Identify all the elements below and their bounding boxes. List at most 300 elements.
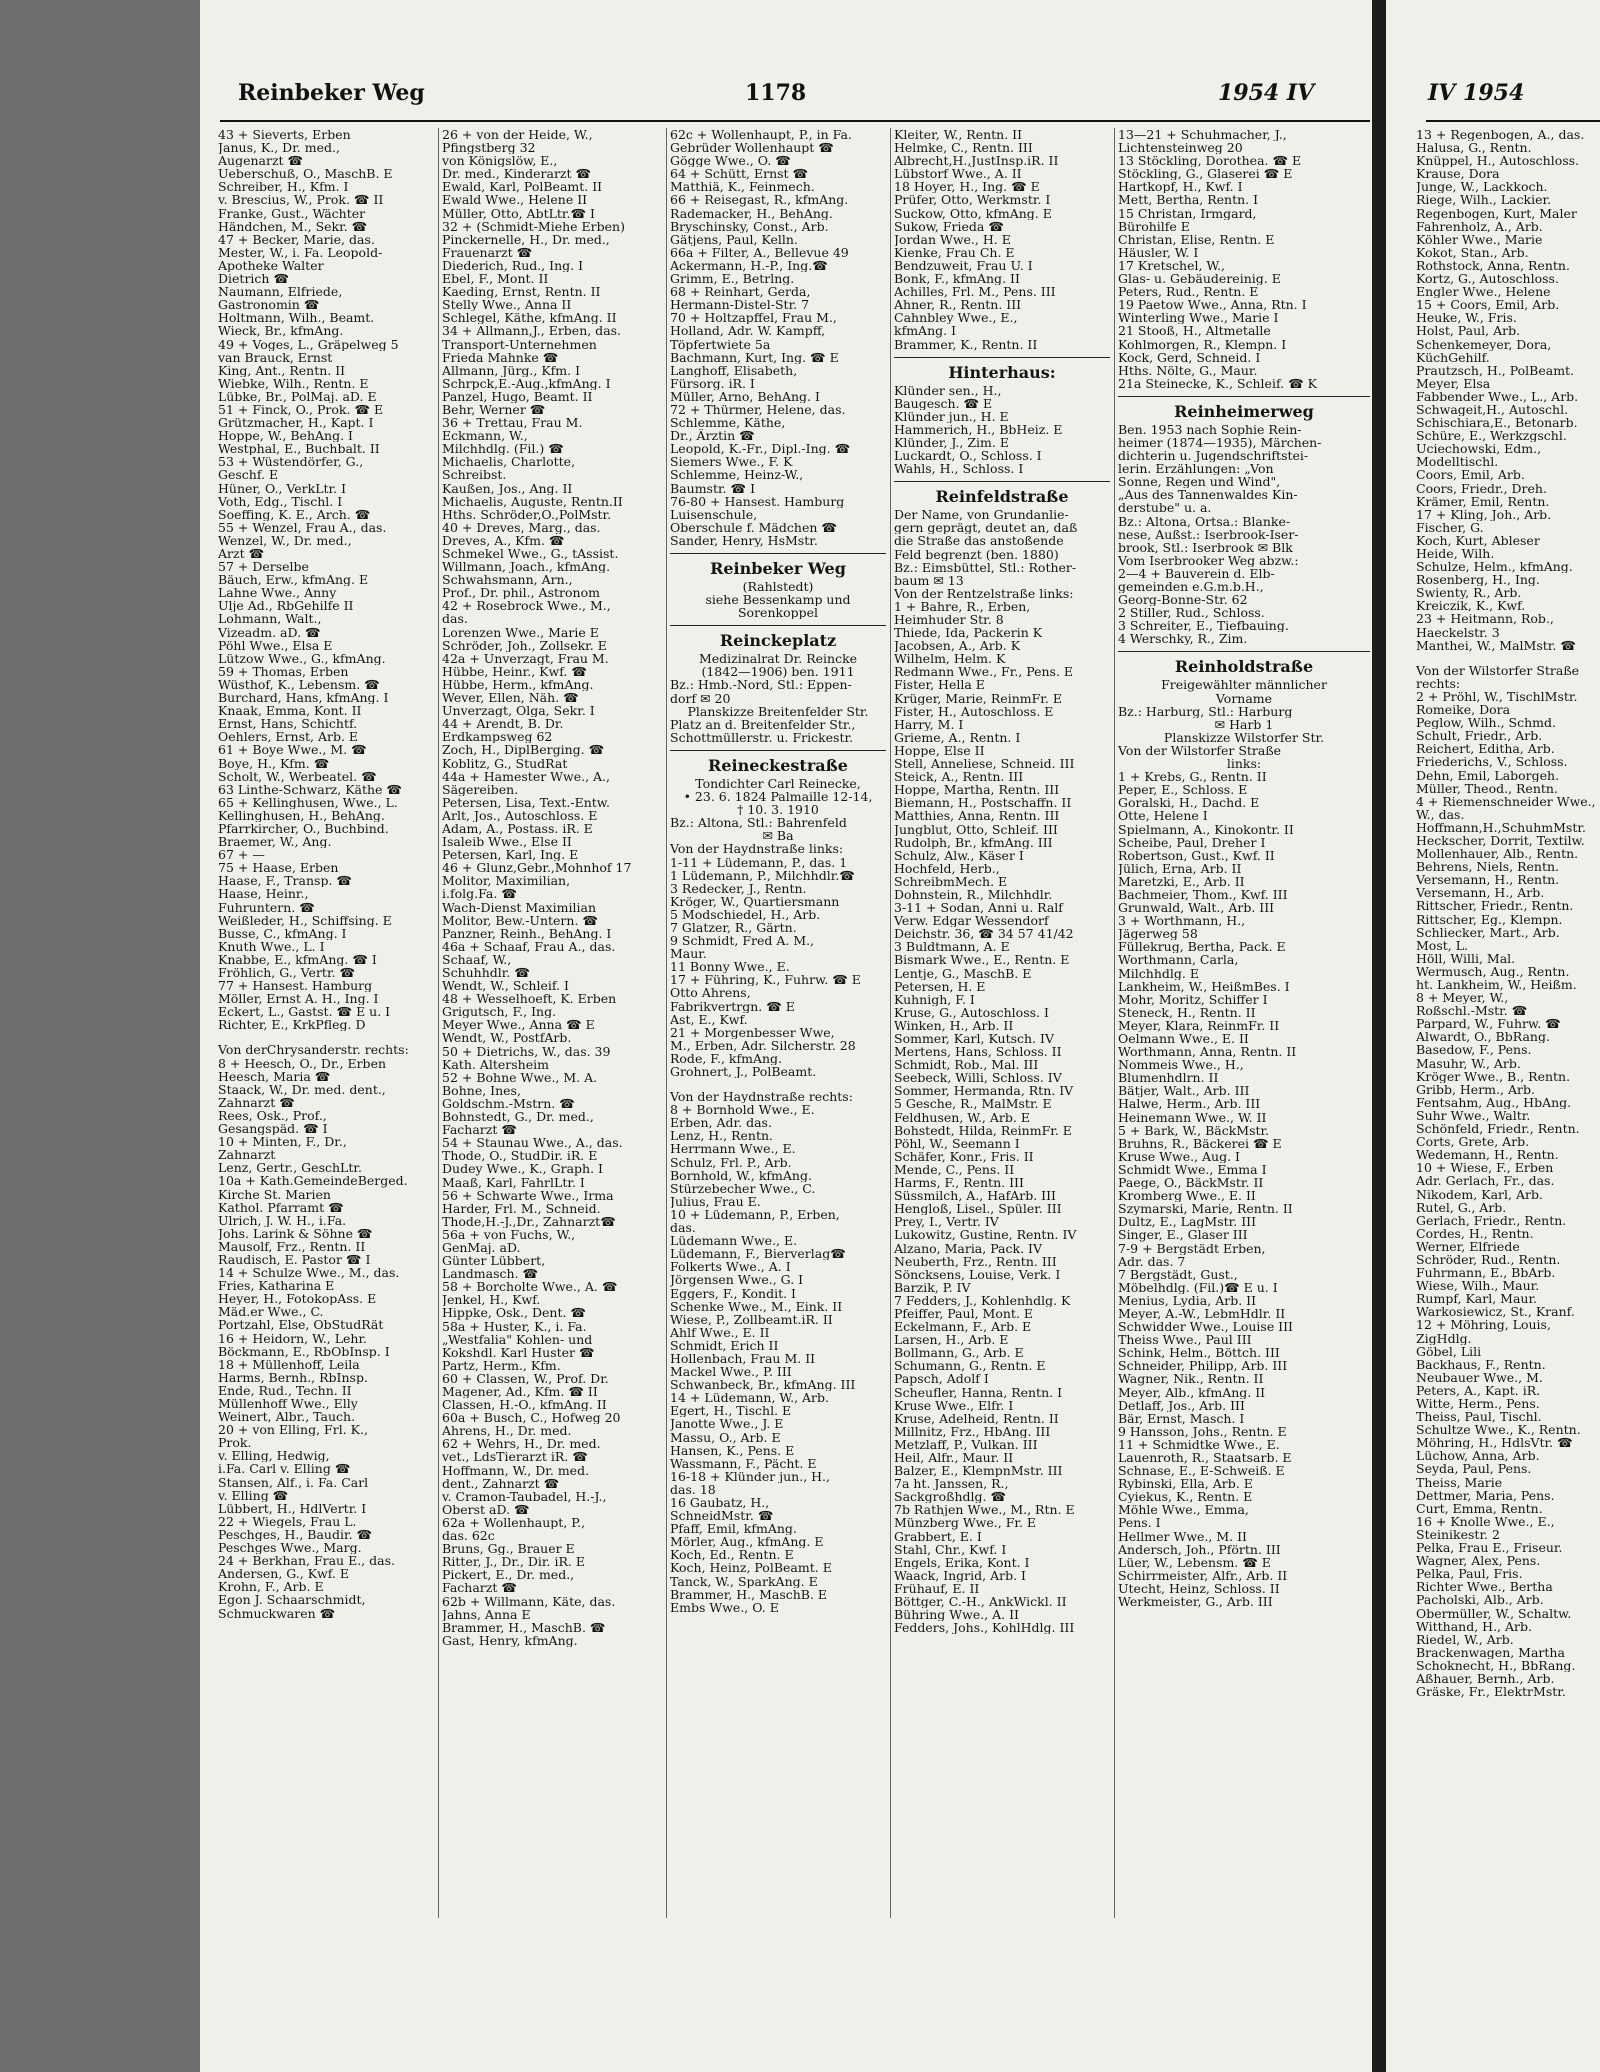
- directory-entry: Augenarzt ☎: [218, 154, 304, 168]
- directory-entry: Rudolph, Br., kfmAng. III: [894, 835, 1053, 849]
- directory-entry: Michaelis, Auguste, Rentn.II: [442, 494, 623, 508]
- directory-entry: 13 Stöckling, Dorothea. ☎ E: [1118, 154, 1302, 168]
- directory-entry: Matthiä, K., Feinmech.: [670, 180, 815, 194]
- directory-entry: Feld begrenzt (ben. 1880): [894, 547, 1059, 561]
- directory-entry: Balzer, E., KlempnMstr. III: [894, 1464, 1063, 1478]
- directory-entry: Bz.: Eimsbüttel, Stl.: Rother-: [894, 560, 1077, 574]
- directory-entry: Pfingstberg 32: [442, 141, 536, 155]
- directory-entry: 44a + Hamester Wwe., A.,: [442, 769, 611, 783]
- directory-entry: Münzberg Wwe., Fr. E: [894, 1516, 1037, 1530]
- directory-entry: Töpfertwiete 5a: [670, 337, 771, 351]
- directory-entry: Hübbe, Herm., kfmAng.: [442, 677, 594, 692]
- directory-entry: Kruse, G., Autoschloss. I: [894, 1005, 1049, 1019]
- directory-entry: Schultze Wwe., K., Rentn.: [1416, 1423, 1581, 1437]
- directory-entry: Worthmann, Carla,: [1118, 953, 1239, 967]
- directory-entry: Ulje Ad., RbGehilfe II: [218, 599, 354, 613]
- directory-entry: Neuberth, Frz., Rentn. III: [894, 1254, 1057, 1268]
- directory-entry: Wiese, Wilh., Maur.: [1416, 1279, 1540, 1293]
- directory-entry: 47 + Becker, Marie, das.: [218, 232, 375, 246]
- directory-entry: Koch, Kurt, Ableser: [1416, 533, 1540, 547]
- directory-entry: Luisenschule,: [670, 507, 758, 521]
- directory-entry: Jülich, Erna, Arb. II: [1118, 861, 1242, 875]
- directory-entry: Mertens, Hans, Schloss. II: [894, 1045, 1062, 1059]
- directory-entry: Grigutsch, F., Ing.: [442, 1005, 557, 1019]
- directory-entry: Der Name, von Grundanlie-: [894, 508, 1069, 522]
- directory-entry: Heuke, W., Fris.: [1416, 311, 1517, 325]
- directory-entry: Hoppe, Else II: [894, 743, 985, 758]
- directory-entry: Voth, Edg., Tischl. I: [218, 494, 343, 508]
- centered-line: Tondichter Carl Reinecke,: [695, 776, 861, 791]
- directory-entry: brook, Stl.: Iserbrook ✉ Blk: [1118, 540, 1293, 554]
- directory-entry: 8 + Meyer, W.,: [1416, 991, 1509, 1005]
- directory-entry: Mäd.er Wwe., C.: [218, 1305, 324, 1319]
- directory-entry: Schlegel, Käthe, kfmAng. II: [442, 311, 617, 325]
- directory-entry: Hths. Nölte, G., Maur.: [1118, 363, 1258, 377]
- directory-entry: Hths. Schröder,O.,PolMstr.: [442, 507, 612, 521]
- directory-entry: Rosenberg, H., Ing.: [1416, 573, 1540, 587]
- directory-entry: 48 + Wesselhoeft, K. Erben: [442, 992, 617, 1006]
- directory-entry: Menius, Lydia, Arb. II: [1118, 1293, 1257, 1307]
- column-divider: [438, 128, 439, 1918]
- directory-entry: Schoknecht, H., BbRang.: [1416, 1658, 1576, 1672]
- directory-entry: 60a + Busch, C., Hofweg 20: [442, 1411, 621, 1425]
- directory-entry: 32 + (Schmidt-Miehe Erben): [442, 219, 625, 233]
- directory-entry: Holland, Adr. W. Kampff,: [670, 324, 826, 338]
- directory-entry: Jacobsen, A., Arb. K: [894, 639, 1021, 653]
- directory-column-2: [442, 128, 662, 1647]
- directory-entry: Frieda Mahnke ☎: [442, 350, 559, 364]
- directory-entry: Heide, Wilh.: [1416, 547, 1495, 561]
- directory-entry: Massu, O., Arb. E: [670, 1430, 781, 1444]
- directory-entry: 26 + von der Heide, W.,: [442, 128, 593, 142]
- directory-entry: Boye, H., Kfm. ☎: [218, 756, 330, 770]
- directory-entry: Kirche St. Marien: [218, 1187, 331, 1201]
- directory-entry: Krohn, F., Arb. E: [218, 1580, 324, 1594]
- directory-entry: Ulrich, J. W. H., i.Fa.: [218, 1213, 347, 1227]
- directory-entry: 15 + Coors, Emil, Arb.: [1416, 298, 1560, 312]
- directory-entry: Julius, Frau E.: [670, 1194, 761, 1208]
- directory-entry: Fröhlich, G., Vertr. ☎: [218, 966, 356, 980]
- directory-entry: Pöhl Wwe., Elsa E: [218, 638, 333, 652]
- directory-entry: Stöckling, G., Glaserei ☎ E: [1118, 167, 1293, 181]
- directory-entry: Kaußen, Jos., Ang. II: [442, 481, 573, 495]
- directory-entry: Schnase, E., E-Schweiß. E: [1118, 1464, 1285, 1478]
- directory-entry: Singer, E., Glaser III: [1118, 1228, 1248, 1242]
- directory-entry: Westphal, E., Buchbalt. II: [218, 442, 380, 456]
- directory-entry: Thode,H.-J.,Dr., Zahnarzt☎: [442, 1214, 616, 1228]
- directory-entry: Haeckelstr. 3: [1416, 625, 1500, 639]
- directory-entry: Gast, Henry, kfmAng.: [442, 1633, 578, 1647]
- directory-entry: Peglow, Wilh., Schmd.: [1416, 716, 1556, 730]
- directory-entry: Bäuch, Erw., kfmAng. E: [218, 573, 369, 587]
- directory-entry: Otto Ahrens,: [670, 986, 751, 1000]
- directory-entry: 14 + Lüdemann, W., Arb.: [670, 1391, 829, 1405]
- directory-entry: 50 + Dietrichs, W., das. 39: [442, 1044, 611, 1058]
- directory-entry: das. 18: [670, 1482, 716, 1496]
- directory-entry: Versemann, H., Rentn.: [1416, 873, 1560, 887]
- street-heading: Reinckeplatz: [670, 625, 886, 652]
- directory-entry: Wach-Dienst Maximilian: [442, 900, 597, 914]
- header-rule: [220, 120, 1370, 122]
- directory-entry: Lübbert, H., HdlVertr. I: [218, 1501, 367, 1515]
- directory-entry: Glas- u. Gebäudereinig. E: [1118, 272, 1281, 286]
- directory-entry: Classen, H.-O., kfmAng. II: [442, 1398, 607, 1412]
- directory-entry: Halwe, Herm., Arb. III: [1118, 1097, 1261, 1111]
- directory-entry: 62a + Wollenhaupt, P.,: [442, 1515, 586, 1530]
- directory-entry: Schwanbeck, Br., kfmAng. III: [670, 1378, 856, 1392]
- directory-entry: Krüger, Marie, ReinmFr. E: [894, 691, 1062, 705]
- directory-entry: Lankheim, W., HeißmBes. I: [1118, 979, 1290, 993]
- directory-entry: Heimhuder Str. 8: [894, 613, 1004, 627]
- directory-entry: Gerlach, Friedr., Rentn.: [1416, 1213, 1567, 1227]
- directory-entry: 58a + Huster, K., i. Fa.: [442, 1319, 587, 1333]
- directory-entry: Schulz, Frl. P., Arb.: [670, 1155, 792, 1169]
- directory-entry: 58 + Borcholte Wwe., A. ☎: [442, 1280, 618, 1294]
- directory-entry: Peters, Rud., Rentn. E: [1118, 285, 1259, 299]
- directory-entry: Lentje, G., MaschB. E: [894, 966, 1032, 980]
- directory-entry: 8 + Heesch, O., Dr., Erben: [218, 1056, 387, 1070]
- directory-entry: Engels, Erika, Kont. I: [894, 1555, 1030, 1569]
- directory-entry: 59 + Thomas, Erben: [218, 664, 349, 678]
- directory-entry: Schlemme, Heinz-W.,: [670, 468, 804, 482]
- directory-entry: kfmAng. I: [894, 324, 957, 338]
- directory-entry: Fister, Hella E: [894, 678, 985, 692]
- street-heading: Reineckestraße: [670, 750, 886, 777]
- directory-entry: Vom Iserbrooker Weg abzw.:: [1118, 553, 1299, 567]
- directory-entry: W., das.: [1416, 807, 1465, 821]
- directory-entry: Meyer, Elsa: [1416, 376, 1491, 390]
- directory-entry: Wendt, W., Schleif. I: [442, 979, 569, 993]
- directory-entry: Ueberschuß, O., MaschB. E: [218, 167, 393, 181]
- directory-entry: Barzik, P. IV: [894, 1280, 971, 1294]
- directory-entry: Egert, H., Tischl. E: [670, 1404, 792, 1418]
- directory-column-4: [894, 128, 1110, 1634]
- directory-entry: Knüppel, H., Autoschloss.: [1416, 154, 1580, 168]
- directory-entry: Müller, Otto, AbtLtr.☎ I: [442, 206, 595, 220]
- directory-entry: 7a ht. Janssen, R.,: [894, 1477, 1009, 1491]
- directory-entry: Knuth Wwe., L. I: [218, 939, 325, 953]
- directory-entry: Thiede, Ida, Packerin K: [894, 626, 1043, 640]
- directory-entry: Theiss, Paul, Tischl.: [1416, 1410, 1542, 1424]
- directory-entry: Soeffing, K. E., Arch. ☎: [218, 507, 371, 521]
- directory-entry: Kortz, G., Autoschloss.: [1416, 272, 1559, 286]
- directory-entry: Nommeis Wwe., H.,: [1118, 1058, 1244, 1072]
- directory-entry: Lohmann, Walt.,: [218, 612, 322, 626]
- directory-entry: 18 + Müllenhoff, Leila: [218, 1357, 360, 1371]
- directory-entry: 14 + Schulze Wwe., M., das.: [218, 1266, 400, 1280]
- directory-entry: Brackenwagen, Martha: [1416, 1645, 1565, 1659]
- directory-entry: die Straße das anstoßende: [894, 534, 1064, 548]
- directory-entry: Kruse Wwe., Elfr. I: [894, 1398, 1014, 1412]
- directory-entry: Söncksens, Louise, Verk. I: [894, 1267, 1061, 1281]
- directory-entry: 7-9 + Bergstädt Erben,: [1118, 1241, 1266, 1255]
- directory-entry: Platz an d. Breitenfelder Str.,: [670, 717, 856, 731]
- directory-entry: Willmann, Joach., kfmAng.: [442, 560, 611, 574]
- directory-entry: Swienty, R., Arb.: [1416, 586, 1522, 600]
- directory-entry: 53 + Wüstendörfer, G.,: [218, 455, 364, 469]
- directory-entry: Backhaus, F., Rentn.: [1416, 1357, 1546, 1371]
- directory-entry: Lüdemann, F., Bierverlag☎: [670, 1247, 846, 1261]
- directory-entry: 2 Stiller, Rud., Schloss.: [1118, 606, 1265, 620]
- directory-entry: Folkerts Wwe., A. I: [670, 1260, 791, 1274]
- directory-entry: Göbel, Lili: [1416, 1344, 1482, 1358]
- directory-entry: Bruhns, R., Bäckerei ☎ E: [1118, 1136, 1282, 1150]
- directory-entry: Krämer, Emil, Rentn.: [1416, 494, 1550, 508]
- directory-entry: Gebrüder Wollenhaupt ☎: [670, 141, 834, 155]
- directory-entry: Richter, E., KrkPfleg. D: [218, 1018, 366, 1032]
- directory-entry: Hoppe, Martha, Rentn. III: [894, 783, 1060, 797]
- directory-entry: Bruns, Gg., Brauer E: [442, 1542, 575, 1556]
- directory-entry: Hellmer Wwe., M. II: [1118, 1529, 1247, 1543]
- directory-entry: Zahnarzt: [218, 1148, 276, 1162]
- directory-entry: 49 + Voges, L., Gräpelweg 5: [218, 337, 399, 351]
- directory-entry: Wiebke, Wilh., Rentn. E: [218, 376, 369, 390]
- directory-entry: Sonne, Regen und Wind",: [1118, 475, 1281, 489]
- directory-entry: 56a + von Fuchs, W.,: [442, 1227, 576, 1241]
- directory-entry: 21a Steinecke, K., Schleif. ☎ K: [1118, 376, 1317, 390]
- directory-entry: Von derChrysanderstr. rechts:: [218, 1043, 409, 1057]
- directory-entry: Weißleder, H., Schiffsing. E: [218, 913, 392, 927]
- directory-entry: Deichstr. 36, ☎ 34 57 41/42: [894, 927, 1074, 941]
- directory-entry: Prok.: [218, 1436, 252, 1450]
- directory-entry: Friederichs, V., Schloss.: [1416, 755, 1568, 769]
- directory-entry: 19 Paetow Wwe., Anna, Rtn. I: [1118, 298, 1307, 312]
- directory-entry: Witte, Herm., Pens.: [1416, 1397, 1540, 1411]
- directory-entry: Paege, O., BäckMstr. II: [1118, 1176, 1264, 1190]
- directory-entry: Schumann, G., Rentn. E: [894, 1359, 1046, 1373]
- directory-entry: 43 + Sieverts, Erben: [218, 128, 351, 142]
- directory-entry: Hammerich, H., BbHeiz. E: [894, 422, 1063, 436]
- directory-entry: Redmann Wwe., Fr., Pens. E: [894, 665, 1074, 679]
- next-page-header-rule: [1426, 120, 1600, 122]
- directory-entry: Kath. Altersheim: [442, 1057, 549, 1071]
- directory-entry: Grimm, E., Betrlng.: [670, 272, 795, 286]
- centered-line: Planskizze Breitenfelder Str.: [687, 704, 869, 718]
- directory-entry: Partz, Herm., Kfm.: [442, 1358, 561, 1372]
- directory-entry: 7b Rathjen Wwe., M., Rtn. E: [894, 1503, 1075, 1517]
- directory-entry: Suhr Wwe., Waltr.: [1416, 1108, 1531, 1123]
- directory-entry: Werner, Elfriede: [1416, 1239, 1520, 1253]
- directory-entry: Köhler Wwe., Marie: [1416, 232, 1543, 246]
- directory-entry: Rode, F., kfmAng.: [670, 1051, 783, 1065]
- directory-entry: Geschf. E: [218, 468, 279, 482]
- directory-entry: Bär, Ernst, Masch. I: [1118, 1411, 1245, 1425]
- directory-entry: Schaaf, W.,: [442, 952, 512, 966]
- directory-entry: Mett, Bertha, Rentn. I: [1118, 193, 1259, 207]
- street-header-left: Reinbeker Weg: [238, 80, 425, 106]
- directory-entry: Janus, K., Dr. med.,: [218, 141, 340, 155]
- directory-entry: Lüchow, Anna, Arb.: [1416, 1449, 1540, 1463]
- directory-entry: 10 + Lüdemann, P., Erben,: [670, 1207, 840, 1222]
- directory-entry: 1 + Krebs, G., Rentn. II: [1118, 770, 1267, 784]
- directory-entry: Bachmann, Kurt, Ing. ☎ E: [670, 350, 839, 364]
- directory-entry: Schmuckwaren ☎: [218, 1606, 336, 1620]
- directory-entry: Kröger, W., Quartiersmann: [670, 894, 840, 908]
- directory-entry: Franke, Gust., Wächter: [218, 206, 366, 220]
- directory-entry: Ewald, Karl, PolBeamt. II: [442, 180, 603, 194]
- directory-entry: Lenz, H., Rentn.: [670, 1129, 774, 1143]
- directory-entry: v. Elling ☎: [218, 1488, 289, 1502]
- directory-entry: Kruse Wwe., Aug. I: [1118, 1149, 1240, 1163]
- directory-entry: Mester, W., i. Fa. Leopold-: [218, 245, 383, 259]
- directory-entry: Diederich, Rud., Ing. I: [442, 258, 584, 273]
- directory-entry: Schult, Friedr., Arb.: [1416, 729, 1543, 743]
- directory-entry: v. Elling, Hedwig,: [218, 1449, 330, 1463]
- directory-entry: Bornhold, W., kfmAng.: [670, 1168, 812, 1182]
- directory-entry: Schrpck,E.-Aug.,kfmAng. I: [442, 376, 611, 390]
- directory-entry: Kruse, Adelheid, Rentn. II: [894, 1411, 1059, 1425]
- directory-entry: Heinemann Wwe., W. II: [1118, 1110, 1267, 1124]
- directory-entry: ht. Lankheim, W., Heißm.: [1416, 978, 1577, 992]
- directory-entry: Fentsahm, Aug., HbAng.: [1416, 1095, 1572, 1109]
- directory-entry: Larsen, H., Arb. E: [894, 1333, 1009, 1347]
- directory-entry: Utecht, Heinz, Schloss. II: [1118, 1581, 1280, 1596]
- directory-entry: Wilhelm, Helm. K: [894, 652, 1006, 666]
- directory-entry: Lauenroth, R., Staatsarb. E: [1118, 1451, 1292, 1465]
- directory-entry: Baumstr. ☎ I: [670, 481, 756, 495]
- directory-entry: Sackgroßhdlg. ☎: [894, 1490, 1007, 1504]
- directory-entry: Kröger Wwe., B., Rentn.: [1416, 1069, 1571, 1083]
- directory-entry: Langhoff, Elisabeth,: [670, 363, 798, 377]
- directory-entry: 10 + Minten, F., Dr.,: [218, 1135, 347, 1149]
- directory-entry: 72 + Thürmer, Helene, das.: [670, 402, 846, 417]
- directory-entry: 60 + Classen, W., Prof. Dr.: [442, 1371, 609, 1385]
- directory-entry: dent., Zahnarzt ☎: [442, 1476, 560, 1490]
- directory-entry: gern geprägt, deutet an, daß: [894, 521, 1078, 535]
- directory-entry: Grieme, A., Rentn. I: [894, 730, 1021, 744]
- directory-entry: gemeinden e.G.m.b.H.,: [1118, 580, 1264, 594]
- directory-entry: Lübke, Br., PolMaj. aD. E: [218, 389, 377, 403]
- directory-entry: Winken, H., Arb. II: [894, 1018, 1014, 1032]
- directory-entry: Hoppe, W., BehAng. I: [218, 429, 353, 443]
- directory-entry: Bryschinsky, Const., Arb.: [670, 219, 829, 233]
- directory-entry: Kreiczik, K., Kwf.: [1416, 599, 1526, 613]
- directory-entry: Bendzuweit, Frau U. I: [894, 258, 1033, 273]
- directory-entry: Bismark Wwe., E., Rentn. E: [894, 953, 1070, 967]
- directory-entry: Lüdemann Wwe., E.: [670, 1234, 798, 1248]
- directory-entry: Manthei, W., MalMstr. ☎: [1416, 638, 1576, 652]
- directory-entry: Rittscher, Eg., Klempn.: [1416, 912, 1563, 926]
- directory-entry: 16 Gaubatz, H.,: [670, 1496, 770, 1510]
- directory-entry: Kock, Gerd, Schneid. I: [1118, 350, 1261, 364]
- directory-entry: Wedemann, H., Rentn.: [1416, 1148, 1559, 1162]
- directory-entry: Embs Wwe., O. E: [670, 1600, 779, 1614]
- directory-entry: Transport-Unternehmen: [442, 337, 597, 351]
- directory-entry: Hüner, O., VerkLtr. I: [218, 481, 347, 495]
- directory-entry: Worthmann, Anna, Rentn. II: [1118, 1045, 1297, 1059]
- directory-entry: Adam, A., Postass. iR. E: [442, 821, 593, 836]
- directory-entry: Füllekrug, Bertha, Pack. E: [1118, 940, 1286, 954]
- directory-entry: Sukow, Frieda ☎: [894, 219, 1004, 233]
- directory-entry: 21 Stooß, H., Altmetalle: [1118, 324, 1271, 338]
- directory-entry: Bohnstedt, G., Dr. med.,: [442, 1110, 594, 1124]
- directory-entry: M., Erben, Adr. Silcherstr. 28: [670, 1038, 856, 1052]
- centered-line: (1842—1906) ben. 1911: [701, 665, 855, 679]
- directory-entry: 67 + —: [218, 848, 265, 862]
- directory-entry: Hansen, K., Pens. E: [670, 1443, 795, 1457]
- directory-entry: Fabrikvertrgn. ☎ E: [670, 999, 795, 1013]
- directory-entry: Raudisch, E. Pastor ☎ I: [218, 1252, 371, 1267]
- centered-line: Vorname: [1215, 691, 1273, 705]
- directory-entry: Haase, Heinr.,: [218, 887, 309, 901]
- directory-entry: Fries, Katharina E: [218, 1279, 335, 1293]
- directory-entry: 7 Glatzer, R., Gärtn.: [670, 920, 797, 935]
- book-gutter: [1372, 0, 1386, 2072]
- directory-entry: Werkmeister, G., Arb. III: [1118, 1595, 1273, 1609]
- directory-entry: 51 + Finck, O., Prok. ☎ E: [218, 402, 384, 417]
- directory-entry: 76-80 + Hansest. Hamburg: [670, 494, 845, 508]
- directory-entry: Bätjer, Walt., Arb. III: [1118, 1084, 1250, 1098]
- street-heading: Reinholdstraße: [1118, 651, 1370, 678]
- centered-line: • 23. 6. 1824 Palmaille 12-14,: [683, 790, 873, 804]
- directory-entry: Wagner, Nik., Rentn. II: [1118, 1372, 1264, 1386]
- directory-entry: 17 + Kling, Joh., Arb.: [1416, 507, 1552, 521]
- directory-entry: 1 + Bahre, R., Erben,: [894, 599, 1031, 613]
- directory-entry: Albrecht,H.,JustInsp.iR. II: [894, 154, 1059, 168]
- directory-entry: Basedow, F., Pens.: [1416, 1043, 1532, 1057]
- directory-entry: Kohlmorgen, R., Klempn. I: [1118, 337, 1287, 351]
- directory-entry: Sägereiben.: [442, 782, 519, 796]
- directory-entry: Böckmann, E., RbObInsp. I: [218, 1344, 390, 1358]
- directory-entry: Möbelhdlg. (Fil.)☎ E u. I: [1118, 1280, 1278, 1294]
- directory-entry: 70 + Holtzapffel, Frau M.,: [670, 311, 837, 325]
- directory-entry: Sander, Henry, HsMstr.: [670, 533, 818, 547]
- directory-entry: Kokshdl. Karl Huster ☎: [442, 1345, 595, 1359]
- directory-entry: Facharzt ☎: [442, 1123, 517, 1137]
- street-heading: Reinheimerweg: [1118, 396, 1370, 423]
- directory-entry: Koch, Ed., Rentn. E: [670, 1548, 794, 1562]
- directory-entry: Seebeck, Willi, Schloss. IV: [894, 1071, 1062, 1085]
- directory-entry: Behr, Werner ☎: [442, 402, 546, 417]
- directory-entry: Gögge Wwe., O. ☎: [670, 154, 791, 168]
- directory-entry: Reichert, Editha, Arb.: [1416, 742, 1555, 756]
- directory-entry: Meyer, A.-W., LebmHdlr. II: [1118, 1306, 1286, 1321]
- directory-entry: Dr., Ärztin ☎: [670, 429, 755, 443]
- directory-entry: Petersen, Karl, Ing. E: [442, 848, 579, 862]
- directory-entry: 62 + Wehrs, H., Dr. med.: [442, 1437, 601, 1451]
- directory-entry: Riege, Wilh., Lackier.: [1416, 193, 1552, 207]
- directory-entry: Dietrich ☎: [218, 272, 290, 286]
- directory-entry: 77 + Hansest. Hamburg: [218, 979, 373, 993]
- directory-entry: i.folg.Fa. ☎: [442, 887, 517, 901]
- directory-entry: Regenbogen, Kurt, Maler: [1416, 206, 1577, 220]
- directory-entry: 40 + Dreves, Marg., das.: [442, 520, 601, 534]
- directory-entry: Wenzel, W., Dr. med.,: [218, 533, 352, 547]
- directory-entry: Fischer, G.: [1416, 520, 1484, 534]
- directory-entry: Gätjens, Paul, Kelln.: [670, 232, 798, 246]
- directory-entry: Tanck, W., SparkAng. E: [670, 1574, 818, 1588]
- directory-entry: 68 + Reinhart, Gerda,: [670, 285, 811, 299]
- directory-entry: 64 + Schütt, Ernst ☎: [670, 167, 809, 181]
- directory-entry: Maur.: [670, 947, 707, 961]
- directory-entry: Wagner, Alex, Pens.: [1416, 1554, 1541, 1568]
- directory-entry: 13 + Regenbogen, A., das.: [1416, 128, 1585, 142]
- directory-entry: KüchGehilf.: [1416, 350, 1490, 364]
- directory-entry: 22 + Wiegels, Frau L.: [218, 1514, 357, 1528]
- directory-entry: Romeike, Dora: [1416, 703, 1511, 717]
- directory-entry: Kleiter, W., Rentn. II: [894, 128, 1023, 142]
- directory-entry: Bz.: Harburg, Stl.: Harburg: [1118, 704, 1293, 718]
- directory-entry: Rothstock, Anna, Rentn.: [1416, 258, 1570, 273]
- directory-entry: Egon J. Schaarschmidt,: [218, 1593, 366, 1607]
- directory-entry: 5 Modschiedel, H., Arb.: [670, 907, 821, 921]
- directory-entry: Heil, Alfr., Maur. II: [894, 1451, 1014, 1465]
- directory-entry: i.Fa. Carl v. Elling ☎: [218, 1462, 351, 1476]
- directory-entry: „Westfalia" Kohlen- und: [442, 1332, 593, 1346]
- directory-entry: Lukowitz, Gustine, Rentn. IV: [894, 1228, 1077, 1242]
- centered-line: Medizinalrat Dr. Reincke: [698, 652, 858, 666]
- directory-entry: Fuhrmann, E., BbArb.: [1416, 1266, 1556, 1280]
